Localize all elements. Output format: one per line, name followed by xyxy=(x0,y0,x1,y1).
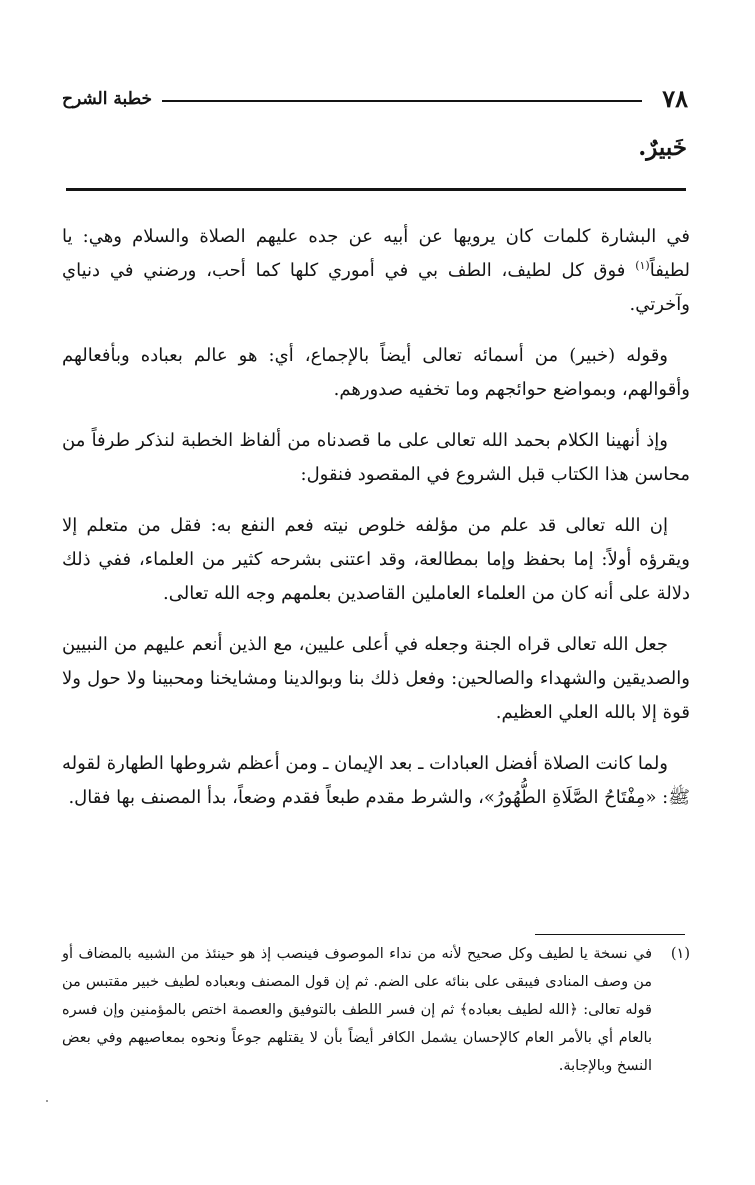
header-rule xyxy=(162,100,642,102)
paragraph: ولما كانت الصلاة أفضل العبادات ـ بعد الإيمان ـ ومن أعظم شروطها الطهارة لقوله ﷺ: «مِفْتَاحُ الصَّلَاةِ الطُّهُورُ»، والشرط مقدم طبعاً فقدم وضعاً، بدأ المصنف بها فقال. xyxy=(62,753,690,808)
paragraph: جعل الله تعالى قراه الجنة وجعله في أعلى عليين، مع الذين أنعم عليهم من النبيين والصديقين والشهداء والصالحين: وفعل ذلك بنا وبوالدينا ومشايخنا ومحبينا ولا حول ولا قوة إلا بالله العلي العظيم. xyxy=(62,634,690,723)
footnote xyxy=(62,940,690,1080)
footnote-marker: (١) xyxy=(635,259,650,272)
paragraph-text-continued: فوق كل لطيف، الطف بي في أموري كلها كما أحب، ورضني في دنياي وآخرتي. xyxy=(62,260,690,315)
previous-text-end: خَبيرٌ. xyxy=(638,134,687,161)
footnote-rule xyxy=(535,934,685,935)
paragraph: وقوله (خبير) من أسمائه تعالى أيضاً بالإجماع، أي: هو عالم بعباده وبأفعالهم وأقوالهم، وبمواضع حوائجهم وما تخفيه صدورهم. xyxy=(62,345,690,400)
footnote-number: (١) xyxy=(670,946,690,962)
section-divider xyxy=(66,188,686,191)
scan-speck xyxy=(46,1100,48,1102)
paragraph: وإذ أنهينا الكلام بحمد الله تعالى على ما قصدناه من ألفاظ الخطبة لنذكر طرفاً من محاسن هذا الكتاب قبل الشروع في المقصود فنقول: xyxy=(62,430,690,485)
body-text xyxy=(62,220,690,832)
footnote-paragraph xyxy=(62,940,690,1080)
page-header xyxy=(62,84,688,114)
paragraph xyxy=(62,220,690,322)
paragraph: إن الله تعالى قد علم من مؤلفه خلوص نيته فعم النفع به: فقل من متعلم إلا ويقرؤه أولاً: إما بحفظ وإما بمطالعة، وقد اعتنى بشرحه كثير من العلماء، ففي ذلك دلالة على أنه كان من العلماء العاملين القاصدين بعلمهم وجه الله تعالى. xyxy=(62,515,690,604)
paragraph-text: في البشارة كلمات كان يرويها عن أبيه عن جده عليهم الصلاة والسلام وهي: يا لطيفاً xyxy=(62,226,690,281)
footnote-text: في نسخة يا لطيف وكل صحيح لأنه من نداء الموصوف فينصب إذ هو حينئذ من الشبيه بالمضاف أو من وصف المنادى فيبقى على بنائه على الضم. ثم إن قول المصنف وبعباده لطيف خبير مقتبس من قوله تعالى: ﴿الله لطيف بعباده﴾ ثم إن فسر اللطف بالتوفيق والعصمة اختص بالمؤمنين وإن فسره بالعام أي بالأمر العام كالإحسان يشمل الكافر أيضاً بأن لا يقتلهم جوعاً ونحوه بمعاصيهم وفي بعض النسخ وبالإجابة. xyxy=(62,946,652,1074)
page-number: ٧٨ xyxy=(662,84,688,113)
running-title: خطبة الشرح xyxy=(62,89,153,109)
